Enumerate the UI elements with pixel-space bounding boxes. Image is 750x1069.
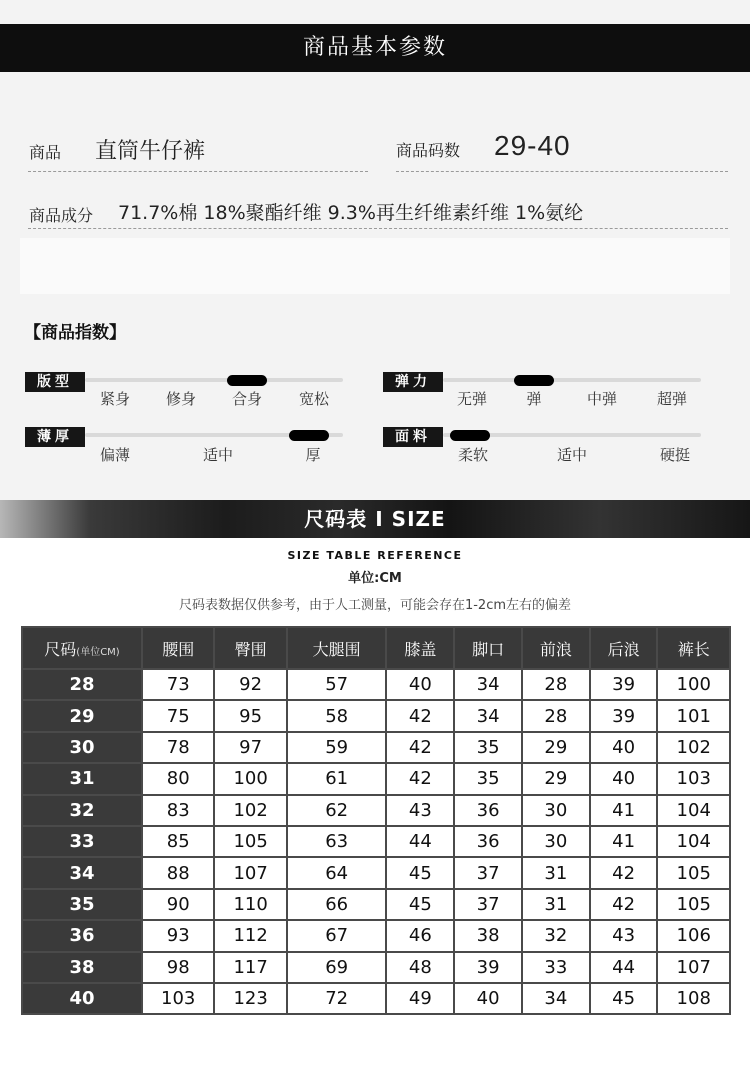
header-length: 裤长 bbox=[658, 628, 731, 670]
fabric-option: 适中 bbox=[556, 446, 588, 464]
hip-cell: 105 bbox=[215, 827, 287, 858]
thigh-cell: 67 bbox=[288, 921, 388, 952]
back-rise-cell: 43 bbox=[591, 921, 659, 952]
back-rise-cell: 42 bbox=[591, 858, 659, 889]
header-thigh: 大腿围 bbox=[288, 628, 388, 670]
thickness-tag: 薄厚 bbox=[25, 427, 85, 447]
thickness-option: 偏薄 bbox=[99, 446, 131, 464]
product-value: 直筒牛仔裤 bbox=[95, 139, 206, 164]
front-rise-cell: 28 bbox=[523, 670, 591, 701]
hip-cell: 97 bbox=[215, 733, 287, 764]
table-header-row bbox=[23, 628, 731, 670]
stretch-tag: 弹力 bbox=[383, 372, 443, 392]
front-rise-cell: 33 bbox=[523, 953, 591, 984]
sizes-label: 商品码数 bbox=[396, 141, 461, 160]
back-rise-cell: 44 bbox=[591, 953, 659, 984]
front-rise-cell: 32 bbox=[523, 921, 591, 952]
knee-cell: 43 bbox=[387, 796, 455, 827]
length-cell: 101 bbox=[658, 701, 731, 732]
knee-cell: 44 bbox=[387, 827, 455, 858]
stretch-option: 超弹 bbox=[656, 390, 688, 408]
stretch-option: 中弹 bbox=[586, 390, 618, 408]
knee-cell: 46 bbox=[387, 921, 455, 952]
table-row bbox=[23, 796, 731, 827]
thigh-cell: 62 bbox=[288, 796, 388, 827]
waist-cell: 78 bbox=[143, 733, 215, 764]
header-size-unit: (单位CM) bbox=[76, 646, 120, 658]
length-cell: 103 bbox=[658, 764, 731, 795]
length-cell: 105 bbox=[658, 858, 731, 889]
size-reference-title: SIZE TABLE REFERENCE bbox=[287, 549, 463, 562]
knee-cell: 49 bbox=[387, 984, 455, 1015]
table-row bbox=[23, 827, 731, 858]
knee-cell: 48 bbox=[387, 953, 455, 984]
front-rise-cell: 34 bbox=[523, 984, 591, 1015]
front-rise-cell: 30 bbox=[523, 796, 591, 827]
thickness-option: 厚 bbox=[305, 446, 321, 464]
divider bbox=[396, 171, 728, 172]
hip-cell: 110 bbox=[215, 890, 287, 921]
thigh-cell: 59 bbox=[288, 733, 388, 764]
size-cell: 36 bbox=[23, 921, 143, 952]
length-cell: 104 bbox=[658, 796, 731, 827]
fit-option: 合身 bbox=[231, 390, 263, 408]
stretch-indicator bbox=[514, 375, 554, 386]
front-rise-cell: 30 bbox=[523, 827, 591, 858]
thickness-option: 适中 bbox=[202, 446, 234, 464]
size-cell: 34 bbox=[23, 858, 143, 889]
size-cell: 28 bbox=[23, 670, 143, 701]
table-row bbox=[23, 890, 731, 921]
fabric-tag: 面料 bbox=[383, 427, 443, 447]
hip-cell: 92 bbox=[215, 670, 287, 701]
hem-cell: 40 bbox=[455, 984, 523, 1015]
back-rise-cell: 40 bbox=[591, 764, 659, 795]
size-cell: 32 bbox=[23, 796, 143, 827]
waist-cell: 88 bbox=[143, 858, 215, 889]
product-label: 商品 bbox=[29, 143, 62, 162]
hem-cell: 37 bbox=[455, 890, 523, 921]
stretch-track bbox=[443, 378, 701, 382]
waist-cell: 73 bbox=[143, 670, 215, 701]
divider bbox=[28, 228, 728, 229]
stretch-option: 无弹 bbox=[456, 390, 488, 408]
sizes-value: 29-40 bbox=[494, 130, 571, 161]
size-cell: 38 bbox=[23, 953, 143, 984]
front-rise-cell: 29 bbox=[523, 764, 591, 795]
knee-cell: 42 bbox=[387, 733, 455, 764]
thigh-cell: 64 bbox=[288, 858, 388, 889]
table-row bbox=[23, 670, 731, 701]
length-cell: 107 bbox=[658, 953, 731, 984]
hip-cell: 100 bbox=[215, 764, 287, 795]
thigh-cell: 58 bbox=[288, 701, 388, 732]
index-title: 【商品指数】 bbox=[24, 323, 126, 343]
fit-indicator bbox=[227, 375, 267, 386]
table-row bbox=[23, 953, 731, 984]
back-rise-cell: 42 bbox=[591, 890, 659, 921]
thickness-indicator bbox=[289, 430, 329, 441]
thigh-cell: 57 bbox=[288, 670, 388, 701]
thigh-cell: 66 bbox=[288, 890, 388, 921]
fabric-option: 柔软 bbox=[457, 446, 489, 464]
back-rise-cell: 45 bbox=[591, 984, 659, 1015]
length-cell: 108 bbox=[658, 984, 731, 1015]
waist-cell: 103 bbox=[143, 984, 215, 1015]
size-cell: 29 bbox=[23, 701, 143, 732]
divider bbox=[28, 171, 368, 172]
table-row bbox=[23, 733, 731, 764]
back-rise-cell: 40 bbox=[591, 733, 659, 764]
fit-option: 紧身 bbox=[99, 390, 131, 408]
hem-cell: 35 bbox=[455, 733, 523, 764]
table-row bbox=[23, 921, 731, 952]
size-table bbox=[21, 626, 731, 1015]
size-cell: 35 bbox=[23, 890, 143, 921]
thigh-cell: 63 bbox=[288, 827, 388, 858]
composition-value: 71.7%棉 18%聚酯纤维 9.3%再生纤维素纤维 1%氨纶 bbox=[118, 202, 584, 224]
hem-cell: 36 bbox=[455, 827, 523, 858]
header-hem: 脚口 bbox=[455, 628, 523, 670]
waist-cell: 83 bbox=[143, 796, 215, 827]
back-rise-cell: 41 bbox=[591, 796, 659, 827]
back-rise-cell: 39 bbox=[591, 701, 659, 732]
fit-tag: 版型 bbox=[25, 372, 85, 392]
knee-cell: 45 bbox=[387, 890, 455, 921]
hip-cell: 123 bbox=[215, 984, 287, 1015]
back-rise-cell: 41 bbox=[591, 827, 659, 858]
hem-cell: 35 bbox=[455, 764, 523, 795]
header-hip: 臀围 bbox=[215, 628, 287, 670]
front-rise-cell: 31 bbox=[523, 890, 591, 921]
unit-label: 单位:CM bbox=[348, 571, 402, 586]
fabric-indicator bbox=[450, 430, 490, 441]
length-cell: 105 bbox=[658, 890, 731, 921]
size-cell: 40 bbox=[23, 984, 143, 1015]
stretch-option: 弹 bbox=[526, 390, 542, 408]
front-rise-cell: 31 bbox=[523, 858, 591, 889]
size-cell: 31 bbox=[23, 764, 143, 795]
waist-cell: 85 bbox=[143, 827, 215, 858]
blank-panel bbox=[20, 238, 730, 294]
table-row bbox=[23, 764, 731, 795]
hip-cell: 107 bbox=[215, 858, 287, 889]
knee-cell: 45 bbox=[387, 858, 455, 889]
waist-cell: 80 bbox=[143, 764, 215, 795]
table-row bbox=[23, 984, 731, 1015]
hem-cell: 34 bbox=[455, 670, 523, 701]
fit-option: 宽松 bbox=[298, 390, 330, 408]
waist-cell: 98 bbox=[143, 953, 215, 984]
length-cell: 100 bbox=[658, 670, 731, 701]
hem-cell: 34 bbox=[455, 701, 523, 732]
hip-cell: 102 bbox=[215, 796, 287, 827]
knee-cell: 42 bbox=[387, 701, 455, 732]
hem-cell: 39 bbox=[455, 953, 523, 984]
knee-cell: 42 bbox=[387, 764, 455, 795]
front-rise-cell: 29 bbox=[523, 733, 591, 764]
length-cell: 106 bbox=[658, 921, 731, 952]
hip-cell: 112 bbox=[215, 921, 287, 952]
length-cell: 102 bbox=[658, 733, 731, 764]
header-knee: 膝盖 bbox=[387, 628, 455, 670]
size-table-body bbox=[23, 670, 731, 1015]
size-cell: 33 bbox=[23, 827, 143, 858]
fit-track bbox=[85, 378, 343, 382]
back-rise-cell: 39 bbox=[591, 670, 659, 701]
front-rise-cell: 28 bbox=[523, 701, 591, 732]
table-row bbox=[23, 701, 731, 732]
hem-cell: 38 bbox=[455, 921, 523, 952]
composition-label: 商品成分 bbox=[29, 206, 94, 225]
size-banner: 尺码表 I SIZE bbox=[0, 500, 750, 538]
waist-cell: 90 bbox=[143, 890, 215, 921]
size-cell: 30 bbox=[23, 733, 143, 764]
hem-cell: 37 bbox=[455, 858, 523, 889]
hip-cell: 117 bbox=[215, 953, 287, 984]
section-title: 商品基本参数 bbox=[0, 24, 750, 72]
header-size-label: 尺码 bbox=[44, 639, 77, 659]
knee-cell: 40 bbox=[387, 670, 455, 701]
header-waist: 腰围 bbox=[143, 628, 215, 670]
thigh-cell: 61 bbox=[288, 764, 388, 795]
length-cell: 104 bbox=[658, 827, 731, 858]
hem-cell: 36 bbox=[455, 796, 523, 827]
thigh-cell: 69 bbox=[288, 953, 388, 984]
fabric-option: 硬挺 bbox=[659, 446, 691, 464]
waist-cell: 75 bbox=[143, 701, 215, 732]
thigh-cell: 72 bbox=[288, 984, 388, 1015]
size-note: 尺码表数据仅供参考，由于人工测量，可能会存在1-2cm左右的偏差 bbox=[178, 598, 572, 613]
header-size bbox=[23, 628, 143, 670]
table-row bbox=[23, 858, 731, 889]
header-front-rise: 前浪 bbox=[523, 628, 591, 670]
header-back-rise: 后浪 bbox=[591, 628, 659, 670]
hip-cell: 95 bbox=[215, 701, 287, 732]
fit-option: 修身 bbox=[165, 390, 197, 408]
waist-cell: 93 bbox=[143, 921, 215, 952]
